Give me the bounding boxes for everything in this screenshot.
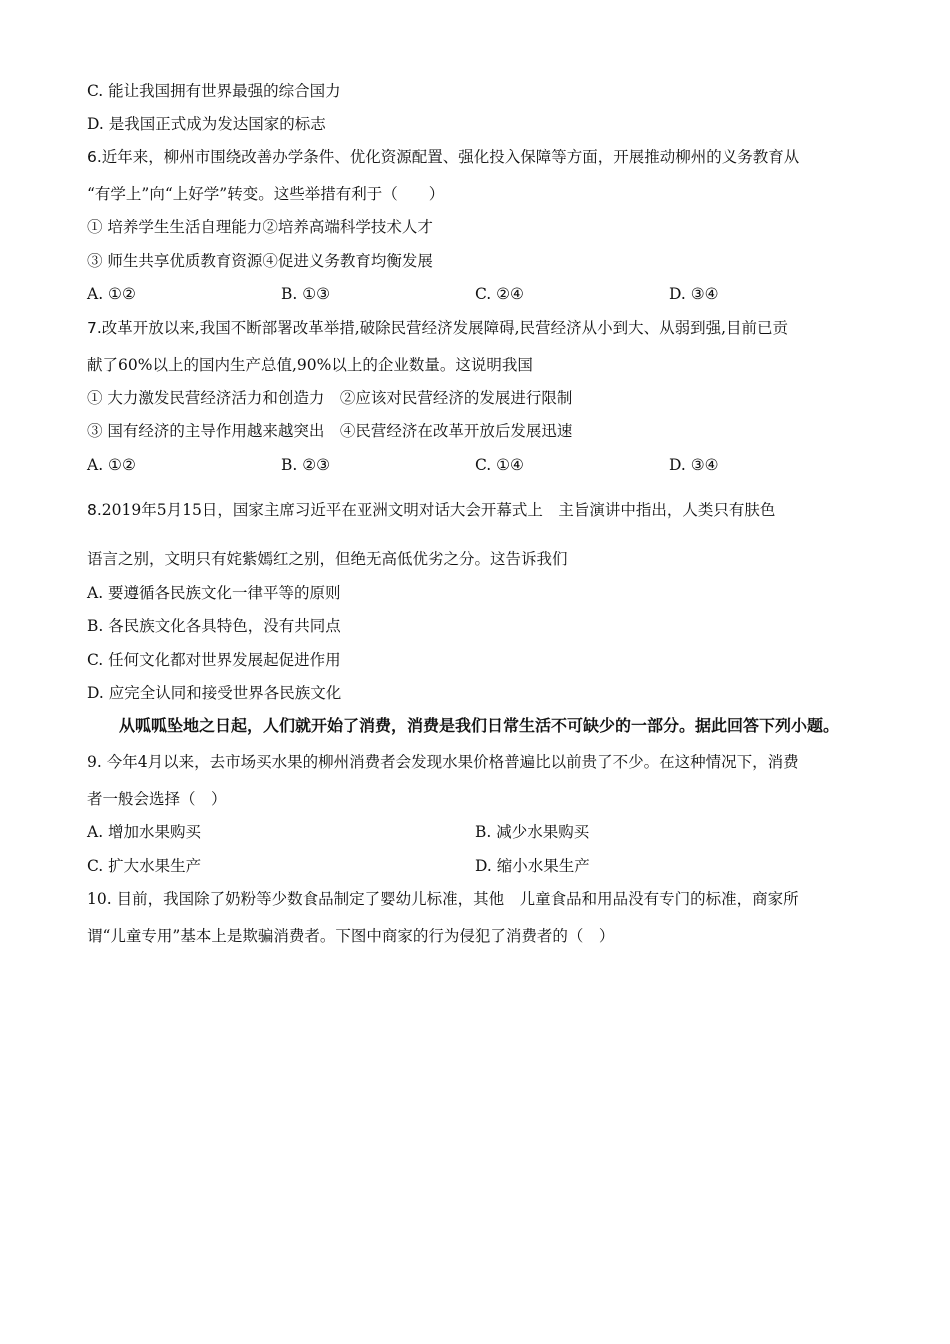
q9-option-b: B. 减少水果购买 (475, 823, 590, 841)
q7-stem-text: 改革开放以来,我国不断部署改革举措,破除民营经济发展障碍,民营经济从小到大、从弱到强,目前已贡 (101, 319, 789, 337)
q9-option-a: A. 增加水果购买 (87, 823, 202, 841)
q7-stem-line1 (87, 318, 788, 338)
q7-choice-d: D. ③④ (669, 456, 719, 474)
q6-statement-1: ① 培养学生生活自理能力②培养高端科学技术人才 (87, 218, 433, 236)
q9-stem-line1: 9. 今年4月以来，去市场买水果的柳州消费者会发现水果价格普遍比以前贵了不少。在这种情况下，消费 (87, 753, 799, 771)
q5-option-c: C. 能让我国拥有世界最强的综合国力 (87, 82, 341, 100)
q8-stem-line2: 语言之别，文明只有姹紫嫣红之别，但绝无高低优劣之分。这告诉我们 (87, 550, 568, 568)
q6-choice-b: B. ①③ (281, 285, 331, 303)
q8-option-d: D. 应完全认同和接受世界各民族文化 (87, 684, 342, 702)
q9-stem-line2: 者一般会选择（ ） (87, 790, 227, 808)
q7-choice-b: B. ②③ (281, 456, 331, 474)
q6-choice-a: A. ①② (87, 285, 136, 303)
q7-number: 7. (87, 319, 102, 337)
q9-option-c: C. 扩大水果生产 (87, 857, 202, 875)
q7-choice-a: A. ①② (87, 456, 136, 474)
q7-statement-1: ① 大力激发民营经济活力和创造力 ②应该对民营经济的发展进行限制 (87, 389, 573, 407)
q8-stem-text: 2019年5月15日，国家主席习近平在亚洲文明对话大会开幕式上 主旨演讲中指出，人类只有肤色 (101, 501, 776, 519)
q8-option-a: A. 要遵循各民族文化一律平等的原则 (87, 584, 341, 602)
section-intro: 从呱呱坠地之日起，人们就开始了消费，消费是我们日常生活不可缺少的一部分。据此回答下列小题。 (119, 716, 840, 735)
q7-stem-line2: 献了60%以上的国内生产总值,90%以上的企业数量。这说明我国 (87, 356, 533, 374)
q10-stem-line1: 10. 目前，我国除了奶粉等少数食品制定了婴幼儿标准，其他 儿童食品和用品没有专门的标准，商家所 (87, 890, 799, 908)
q6-statement-2: ③ 师生共享优质教育资源④促进义务教育均衡发展 (87, 252, 433, 270)
q8-stem-line1 (87, 500, 775, 520)
q8-number: 8. (87, 501, 102, 519)
q6-stem-line2: “有学上”向“上好学”转变。这些举措有利于（ ） (87, 185, 445, 203)
q6-stem-line1 (87, 147, 799, 167)
q8-option-c: C. 任何文化都对世界发展起促进作用 (87, 651, 341, 669)
q8-option-b: B. 各民族文化各具特色，没有共同点 (87, 617, 341, 635)
q9-option-d: D. 缩小水果生产 (475, 857, 590, 875)
q7-statement-2: ③ 国有经济的主导作用越来越突出 ④民营经济在改革开放后发展迅速 (87, 422, 573, 440)
q6-choice-c: C. ②④ (475, 285, 524, 303)
q7-choice-c: C. ①④ (475, 456, 524, 474)
q6-stem-text: 近年来，柳州市围绕改善办学条件、优化资源配置、强化投入保障等方面，开展推动柳州的义务教育从 (101, 148, 800, 166)
q6-number: 6. (87, 148, 102, 166)
q6-choice-d: D. ③④ (669, 285, 719, 303)
q5-option-d: D. 是我国正式成为发达国家的标志 (87, 115, 326, 133)
q10-stem-line2: 谓“儿童专用”基本上是欺骗消费者。下图中商家的行为侵犯了消费者的（ ） (87, 927, 615, 945)
